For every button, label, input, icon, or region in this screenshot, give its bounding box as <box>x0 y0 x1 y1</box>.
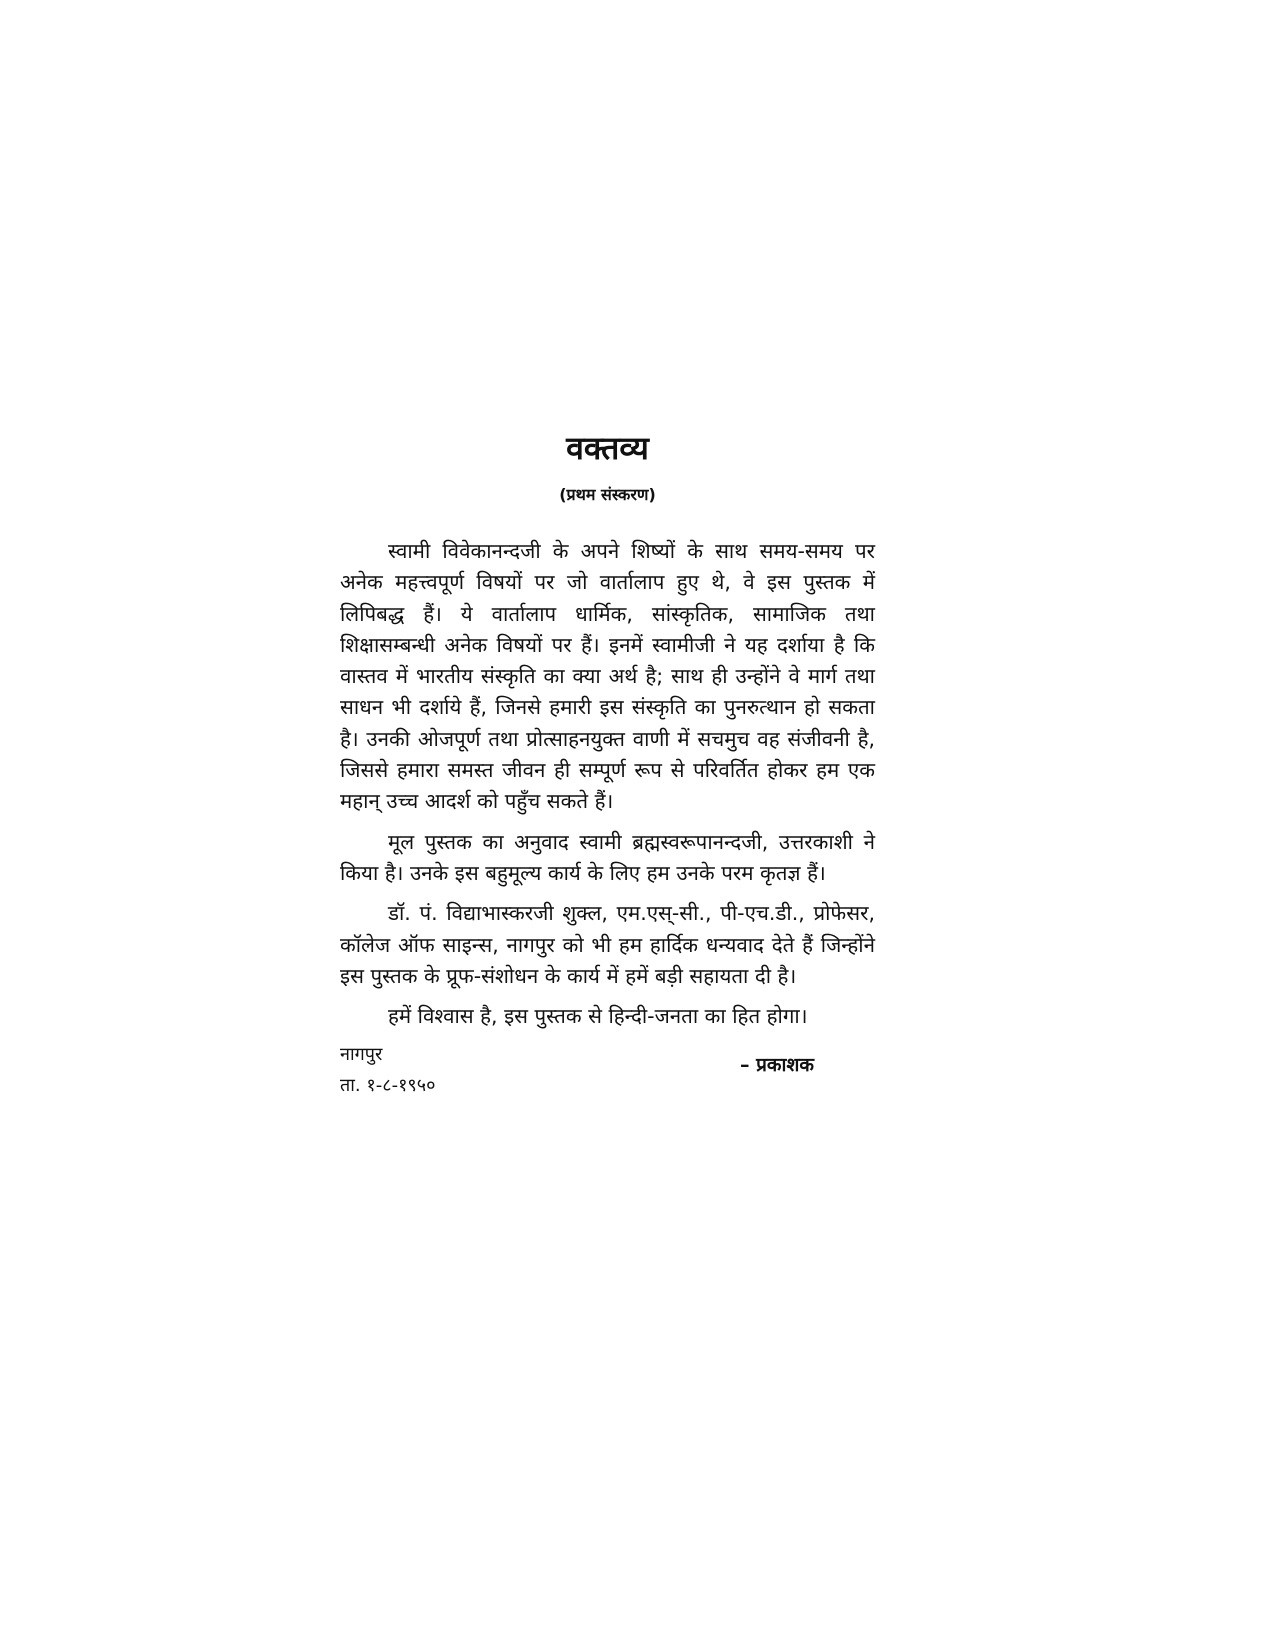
paragraph-acknowledgement: डॉ. पं. विद्याभास्करजी शुक्ल, एम.एस्-सी., पी-एच.डी., प्रोफेसर, कॉलेज ऑफ साइन्स, नागपुर को भी हम हार्दिक धन्यवाद देते हैं जिन्होंने इस पुस्तक के प्रूफ-संशोधन के कार्य में हमें बड़ी सहायता दी है। <box>340 901 875 988</box>
paragraph-translation: मूल पुस्तक का अनुवाद स्वामी ब्रह्मस्वरूपानन्दजी, उत्तरकाशी ने किया है। उनके इस बहुमूल्य कार्य के लिए हम उनके परम कृतज्ञ हैं। <box>340 829 875 885</box>
date-line: ता. १-८-१९५० <box>340 1075 436 1096</box>
paragraph-closing: हमें विश्वास है, इस पुस्तक से हिन्दी-जनता का हित होगा। <box>388 1004 808 1029</box>
paragraph-intro: स्वामी विवेकानन्दजी के अपने शिष्यों के साथ समय-समय पर अनेक महत्त्वपूर्ण विषयों पर जो वार्तालाप हुए थे, वे इस पुस्तक में लिपिबद्ध हैं। ये वार्तालाप धार्मिक, सांस्कृतिक, सामाजिक तथा शिक्षासम्बन्धी अनेक विषयों पर हैं। इनमें स्वामीजी ने यह दर्शाया है कि वास्तव में भारतीय संस्कृति का क्या अर्थ है; साथ ही उन्होंने वे मार्ग तथा साधन भी दर्शाये हैं, जिनसे हमारी इस संस्कृति का पुनरुत्थान हो सकता है। उनकी ओजपूर्ण तथा प्रोत्साहनयुक्त वाणी में सचमुच वह संजीवनी है, जिससे हमारा समस्त जीवन ही सम्पूर्ण रूप से परिवर्तित होकर हम एक महान् उच्च आदर्श को पहुँच सकते हैं। <box>340 539 876 814</box>
place-name: नागपुर <box>340 1044 383 1065</box>
page-title: वक्तव्य <box>566 429 649 467</box>
statement-body <box>340 536 875 1041</box>
publisher-signature: – प्रकाशक <box>740 1054 814 1076</box>
edition-subtitle: (प्रथम संस्करण) <box>559 485 656 504</box>
